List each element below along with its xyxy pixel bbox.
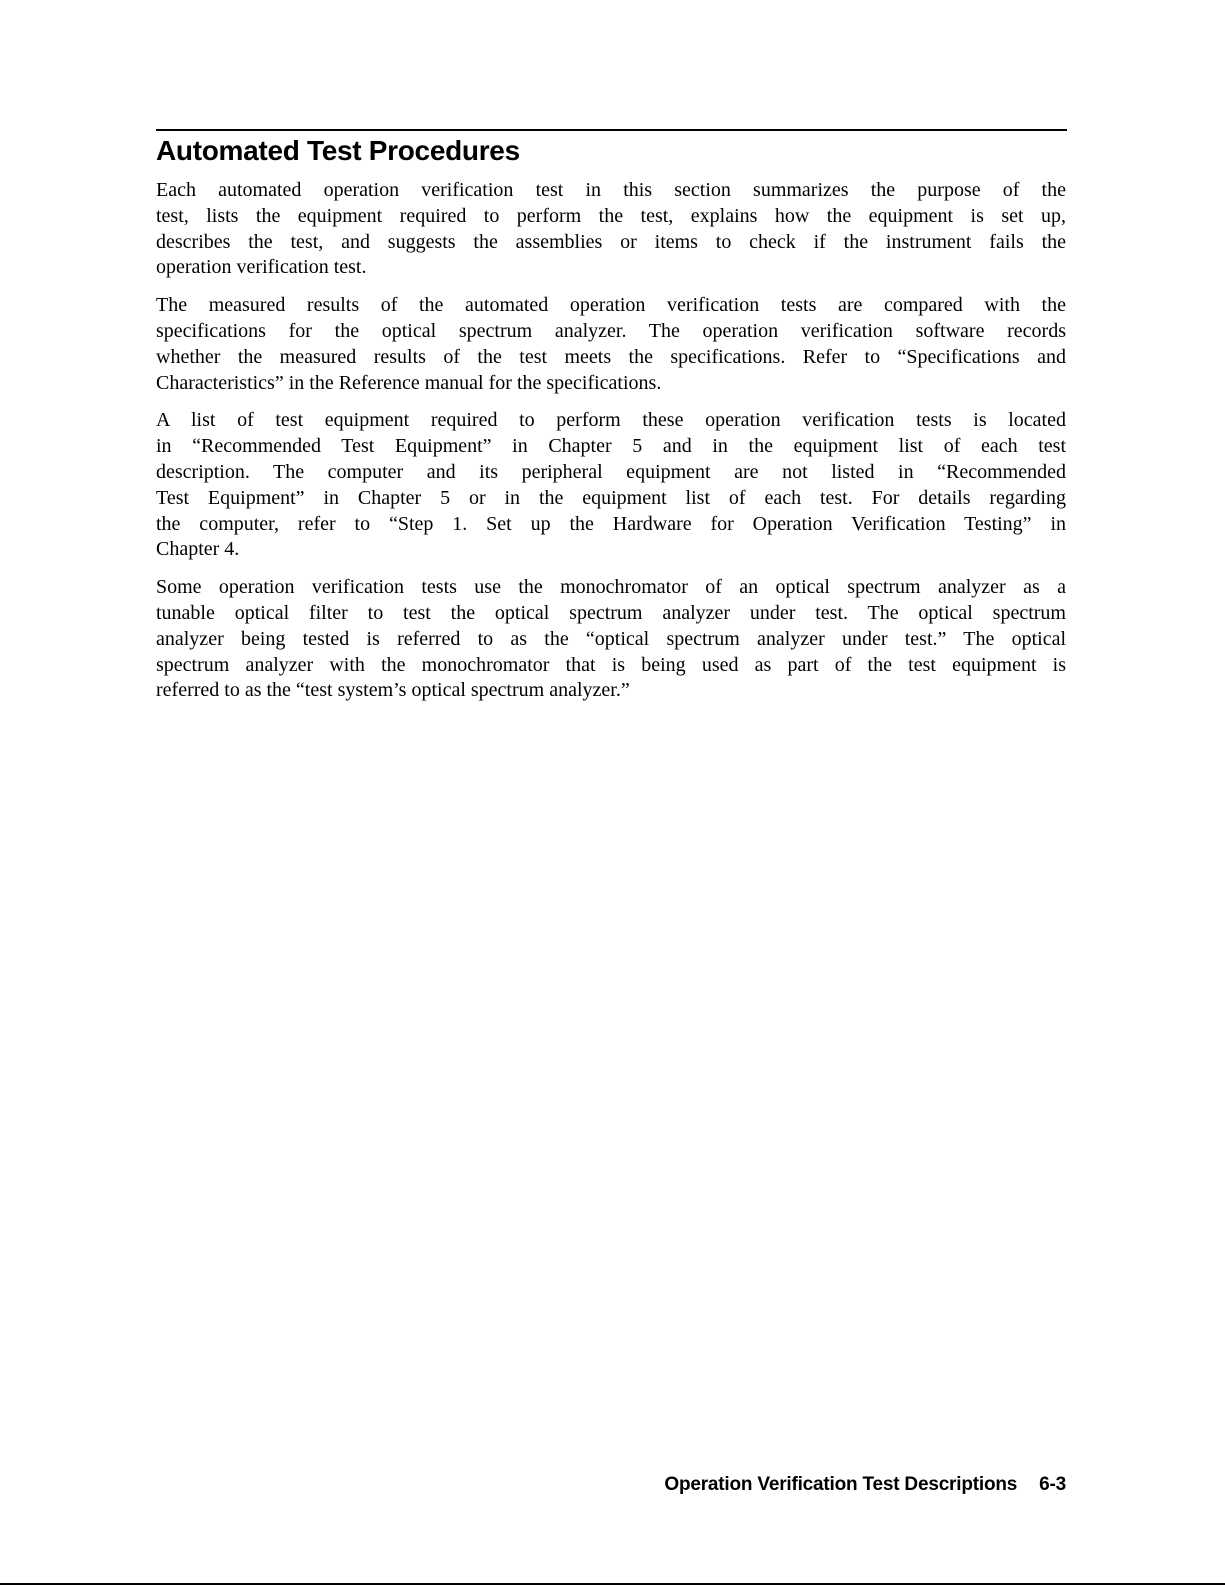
section-top-rule — [156, 129, 1067, 131]
paragraph — [156, 408, 1066, 563]
text-line: Each automated operation verification test in this section summarizes the purpose of the — [156, 179, 1066, 201]
text-line: Test Equipment” in Chapter 5 or in the equipment list of each test. For details regarding — [156, 486, 1066, 509]
text-line: Characteristics” in the Reference manual for the specifications. — [156, 371, 662, 394]
paragraph — [156, 178, 1066, 281]
section-body — [156, 178, 1066, 716]
text-line: Some operation verification tests use the monochromator of an optical spectrum analyzer as a — [156, 576, 1066, 599]
text-line: referred to as the “test system’s optical spectrum analyzer.” — [156, 679, 630, 702]
text-line: A list of test equipment required to perform these operation verification tests is located — [156, 409, 1066, 432]
paragraph — [156, 293, 1066, 396]
text-line: test, lists the equipment required to perform the test, explains how the equipment is set up, — [156, 204, 1066, 227]
text-line: specifications for the optical spectrum analyzer. The operation verification software records — [156, 319, 1066, 342]
text-line: Chapter 4. — [156, 538, 240, 561]
text-line: tunable optical filter to test the optical spectrum analyzer under test. The optical spectrum — [156, 601, 1066, 624]
text-line: description. The computer and its peripheral equipment are not listed in “Recommended — [156, 460, 1066, 483]
text-line: analyzer being tested is referred to as the “optical spectrum analyzer under test.” The optical — [156, 627, 1066, 650]
text-line: the computer, refer to “Step 1. Set up the Hardware for Operation Verification Testing” in — [156, 512, 1066, 535]
page-footer — [156, 1473, 1066, 1497]
text-line: The measured results of the automated operation verification tests are compared with the — [156, 294, 1066, 317]
text-line: whether the measured results of the test meets the specifications. Refer to “Specifications and — [156, 345, 1066, 368]
text-line: spectrum analyzer with the monochromator that is being used as part of the test equipment is — [156, 653, 1066, 676]
text-line: operation verification test. — [156, 256, 367, 279]
text-line: describes the test, and suggests the assemblies or items to check if the instrument fails the — [156, 230, 1066, 253]
section-title: Automated Test Procedures — [156, 135, 520, 166]
footer-chapter-title: Operation Verification Test Descriptions — [664, 1474, 1018, 1495]
text-line: in “Recommended Test Equipment” in Chapter 5 and in the equipment list of each test — [156, 435, 1066, 458]
paragraph — [156, 575, 1066, 704]
page-number: 6-3 — [1039, 1474, 1066, 1495]
